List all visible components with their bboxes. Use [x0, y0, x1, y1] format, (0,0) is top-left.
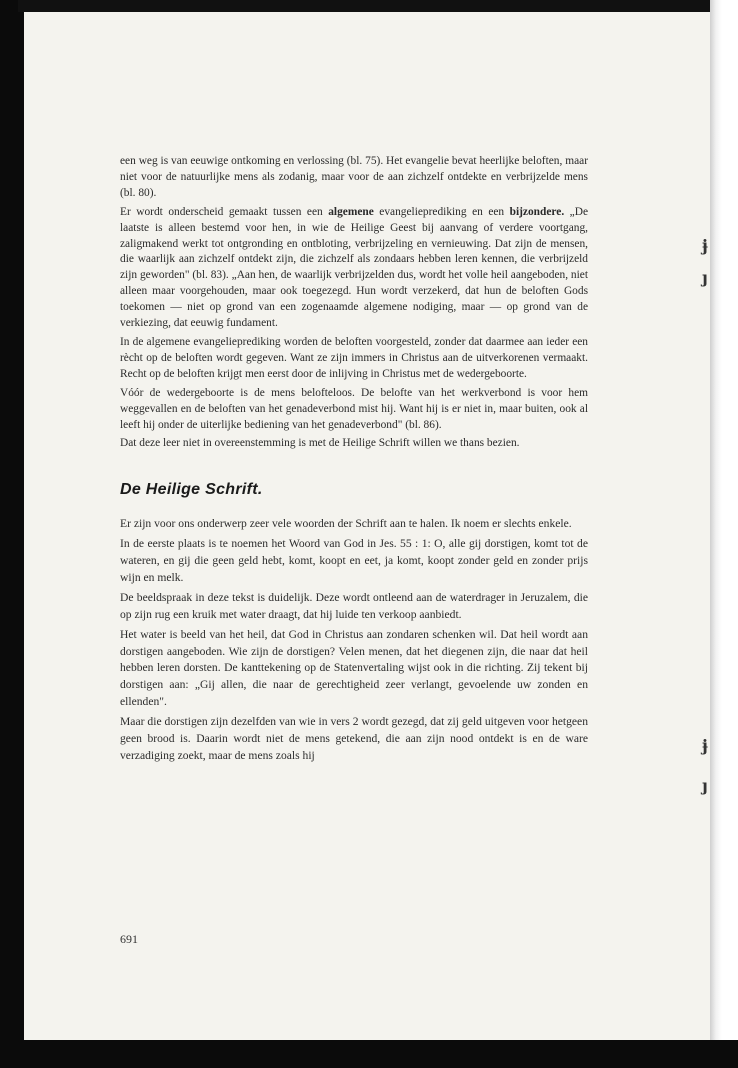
margin-mark: ɉ [702, 236, 709, 255]
margin-mark: ȷ [702, 776, 708, 795]
paragraph: Dat deze leer niet in overeenstemming is met de Heilige Schrift willen we thans bezien. [120, 437, 520, 450]
body-text [120, 154, 588, 768]
paragraph: In de algemene evangelieprediking worden de beloften voorgesteld, zonder dat daarmee aan ieder een rècht op de beloften wordt gegeven. Want ze zijn immers in Christus aan de uitverkorenen vermaakt. Recht op de beloften krijgt men eerst door de inlijving in Christus met de wedergeboorte. [120, 335, 588, 380]
scan-border-right [710, 0, 738, 1068]
margin-mark: ȷ [702, 268, 708, 287]
paragraph: Vóór de wedergeboorte is de mens belofteloos. De belofte van het werkverbond is voor hem weggevallen en de beloften van het genadeverbond mist hij. Want hij is er niet in, maar buiten, ook al leeft hij onder de uiterlijke bediening van het genadeverbond" (bl. 86). [120, 386, 588, 431]
paragraph: In de eerste plaats is te noemen het Woord van God in Jes. 55 : 1: O, alle gij dorstigen, komt tot de wateren, en gij die geen geld hebt, komt, koopt en eet, ja komt, koopt zonder geld en zonder prijs wijn en melk. [120, 537, 588, 584]
page-number: 691 [120, 932, 138, 946]
paragraph: een weg is van eeuwige ontkoming en verlossing (bl. 75). Het evangelie bevat heerlijke beloften, maar niet voor de natuurlijke mens als zodanig, maar voor de aan zichzelf ontdekte en verbrijzelde mens (bl. 80). [120, 155, 588, 199]
paragraph: Maar die dorstigen zijn dezelfden van wie in vers 2 wordt gezegd, dat zij geld uitgeven voor hetgeen geen brood is. Daarin wordt niet de mens getekend, die aan zijn nood ontdekt is en de ware verzadiging zoekt, maar de mens zoals hij [120, 715, 588, 762]
scan-border-top [18, 0, 710, 12]
paragraph: Er zijn voor ons onderwerp zeer vele woorden der Schrift aan te halen. Ik noem er slechts enkele. [120, 517, 572, 531]
paragraph: Het water is beeld van het heil, dat God in Christus aan zondaren schenken wil. Dat heil wordt aan dorstigen aangeboden. Wie zijn de dorstigen? Velen menen, dat het diegenen zijn, die naar dat heil hebben leren dorsten. De kanttekening op de Statenvertaling wijst ook in die richting. Zij tekent bij dorstigen aan: „Gij allen, die naar de gerechtigheid zeer verlangt, gevoelende uw zonden en ellenden". [120, 627, 588, 709]
document-page [24, 12, 710, 1040]
paragraph: Er wordt onderscheid gemaakt tussen een algemene evangelieprediking en een bijzondere. „De laatste is alleen bestemd voor hen, in wie de Heilige Geest bij aanvang of verdere voortgang, zaligmakend werkt tot ontgronding en ontbloting, verbrijzeling en vernieuwing. Dat zijn de mensen, die waarlijk aan zichzelf ontdekt zijn, die zichzelf als zondaars hebben leren kennen, die verbrijzeld zijn geworden" (bl. 83). „Aan hen, de waarlijk verbrijzelden dus, wordt het volle heil aangeboden, niet alleen maar voorgehouden, maar ook toegezegd. Hun wordt verzekerd, dat hun de beloften Gods toekomen — niet op grond van een zogenaamde algemene nodiging, maar — op grond van de verkiezing, dat eeuwig fundament. [120, 205, 589, 330]
paragraph: De beeldspraak in deze tekst is duidelijk. Deze wordt ontleend aan de waterdrager in Jeruzalem, die op zijn rug een kruik met water draagt, dat hij luide ten verkoop aanbiedt. [120, 590, 588, 621]
section-heading: De Heilige Schrift. [120, 481, 263, 499]
bold-term: algemene [328, 205, 374, 218]
bold-term: bijzondere. [509, 205, 565, 218]
scan-border-bottom [0, 1040, 738, 1068]
scan-border-left [0, 0, 24, 1068]
margin-mark: ɉ [702, 736, 709, 755]
